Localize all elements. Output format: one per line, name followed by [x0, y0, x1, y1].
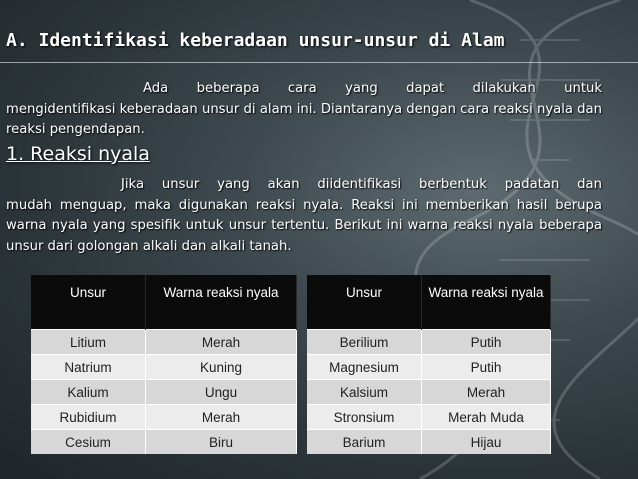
- color-cell: Merah: [146, 405, 297, 430]
- color-cell: Putih: [422, 330, 551, 355]
- element-cell: Stronsium: [307, 405, 422, 430]
- color-cell: Putih: [422, 355, 551, 380]
- color-cell: Ungu: [146, 380, 297, 405]
- table-header-row: [307, 275, 551, 330]
- intro-word: yang: [345, 81, 378, 96]
- intro-word: dapat: [406, 81, 445, 96]
- column-header-unsur: Unsur: [307, 275, 422, 330]
- color-cell: Biru: [146, 430, 297, 455]
- table-row: [31, 405, 297, 430]
- table-header-row: [31, 275, 297, 330]
- element-cell: Kalsium: [307, 380, 422, 405]
- table-row: [307, 330, 551, 355]
- table-row: [307, 430, 551, 455]
- intro-word: cara: [287, 81, 317, 96]
- table-row: [307, 405, 551, 430]
- flame-rest: mudah menguap, maka digunakan reaksi nyala. Reaksi ini memberikan hasil berupa warna nyala yang spesifik untuk unsur tertentu. Berikut ini warna reaksi nyala beberapa unsur dari golongan alkali dan alkali tanah.: [6, 197, 602, 254]
- column-header-warna: Warna reaksi nyala: [146, 275, 297, 330]
- flame-test-paragraph: [6, 175, 602, 257]
- element-cell: Kalium: [31, 380, 146, 405]
- alkaline-earth-flame-table: [307, 275, 551, 454]
- table-row: [31, 380, 297, 405]
- section-heading: A. Identifikasi keberadaan unsur-unsur di Alam: [6, 30, 505, 51]
- element-cell: Rubidium: [31, 405, 146, 430]
- table-row: [31, 355, 297, 380]
- intro-word: untuk: [564, 81, 602, 96]
- color-cell: Merah: [146, 330, 297, 355]
- table-row: [307, 355, 551, 380]
- alkali-flame-table: [31, 275, 297, 454]
- column-header-unsur: Unsur: [31, 275, 146, 330]
- color-cell: Kuning: [146, 355, 297, 380]
- table-row: [31, 330, 297, 355]
- element-cell: Barium: [307, 430, 422, 455]
- element-cell: Berilium: [307, 330, 422, 355]
- intro-rest: mengidentifikasi keberadaan unsur di alam ini. Diantaranya dengan cara reaksi nyala dan reaksi pengendapan.: [6, 101, 602, 137]
- element-cell: Litium: [31, 330, 146, 355]
- intro-word: beberapa: [196, 81, 260, 96]
- table-row: [31, 430, 297, 455]
- subsection-heading: 1. Reaksi nyala: [6, 143, 150, 165]
- color-cell: Merah Muda: [422, 405, 551, 430]
- color-cell: Merah: [422, 380, 551, 405]
- flame-first-line: Jika unsur yang akan diidentifikasi berbentuk padatan dan: [121, 177, 602, 192]
- element-cell: Magnesium: [307, 355, 422, 380]
- element-cell: Natrium: [31, 355, 146, 380]
- intro-word: dilakukan: [472, 81, 536, 96]
- element-cell: Cesium: [31, 430, 146, 455]
- heading-divider: [0, 62, 638, 63]
- intro-first-line: [6, 79, 602, 100]
- color-cell: Hijau: [422, 430, 551, 455]
- intro-paragraph: [6, 79, 602, 141]
- column-header-warna: Warna reaksi nyala: [422, 275, 551, 330]
- table-row: [307, 380, 551, 405]
- intro-word: Ada: [143, 81, 169, 96]
